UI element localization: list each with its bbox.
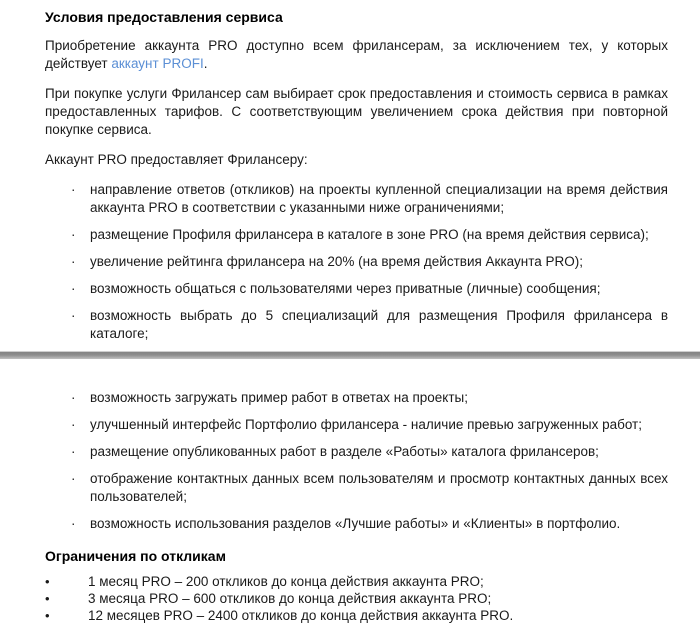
solid-bullet-icon: •: [45, 608, 50, 623]
solid-bullet-icon: •: [45, 574, 50, 589]
dot-bullet-icon: ·: [71, 471, 76, 486]
dot-bullet-icon: ·: [71, 182, 76, 197]
list-item: [45, 253, 668, 271]
solid-bullet-icon: •: [45, 591, 50, 606]
benefits-list-continued: [45, 389, 668, 533]
benefits-list: [45, 181, 668, 343]
list-item-text: направление ответов (откликов) на проекты купленной специализации на время действия аккаунта PRO в соответствии с указанными ниже ограничениями;: [90, 182, 668, 215]
list-item-text: 1 месяц PRO – 200 откликов до конца действия аккаунта PRO;: [88, 574, 484, 589]
dot-bullet-icon: ·: [71, 281, 76, 296]
list-item: [45, 416, 668, 434]
dot-bullet-icon: ·: [71, 227, 76, 242]
list-item-text: отображение контактных данных всем пользователям и просмотр контактных данных всех пользователей;: [90, 471, 668, 504]
list-item-text: 12 месяцев PRO – 2400 откликов до конца действия аккаунта PRO.: [88, 608, 514, 623]
page-section-2: [0, 359, 700, 624]
list-item-text: улучшенный интерфейс Портфолио фрилансера - наличие превью загруженных работ;: [90, 417, 642, 432]
akkaunt-profi-link[interactable]: аккаунт PROFI: [111, 56, 204, 71]
list-item: [45, 515, 668, 533]
list-item-text: возможность загружать пример работ в ответах на проекты;: [90, 390, 468, 405]
paragraph-text: Приобретение аккаунта PRO доступно всем фрилансерам, за исключением тех, у которых действует: [45, 38, 668, 71]
list-item-text: увеличение рейтинга фрилансера на 20% (на время действия Аккаунта PRO);: [90, 254, 584, 269]
list-item: [45, 443, 668, 461]
dot-bullet-icon: ·: [71, 390, 76, 405]
list-item: [45, 307, 668, 343]
list-item: [45, 181, 668, 217]
limits-heading: Ограничения по откликам: [45, 548, 226, 564]
benefits-list-intro: Аккаунт PRO предоставляет Фрилансеру:: [45, 152, 308, 167]
list-item: [45, 226, 668, 244]
page-break-divider: [0, 351, 700, 359]
list-item: [45, 389, 668, 407]
list-item: [45, 590, 668, 607]
dot-bullet-icon: ·: [71, 417, 76, 432]
dot-bullet-icon: ·: [71, 444, 76, 459]
list-item: [45, 573, 668, 590]
list-item-text: возможность общаться с пользователями через приватные (личные) сообщения;: [90, 281, 601, 296]
list-item: [45, 280, 668, 298]
terms-heading: Условия предоставления сервиса: [45, 9, 283, 25]
list-item: [45, 607, 668, 624]
list-item: [45, 470, 668, 506]
list-item-text: размещение опубликованных работ в разделе «Работы» каталога фрилансеров;: [90, 444, 599, 459]
list-item-text: возможность использования разделов «Лучшие работы» и «Клиенты» в портфолио.: [90, 516, 621, 531]
paragraph-text: .: [203, 56, 208, 71]
list-item-text: 3 месяца PRO – 600 откликов до конца действия аккаунта PRO;: [88, 591, 492, 606]
dot-bullet-icon: ·: [71, 308, 76, 323]
list-item-text: размещение Профиля фрилансера в каталоге в зоне PRO (на время действия сервиса);: [90, 227, 649, 242]
list-item-text: возможность выбрать до 5 специализаций для размещения Профиля фрилансера в каталоге;: [90, 308, 668, 341]
paragraph-purchase-terms: При покупке услуги Фрилансер сам выбирает срок предоставления и стоимость сервиса в рамках предоставленных тарифов. С соответствующим увеличением срока действия при повторной покупке сервиса.: [45, 86, 668, 137]
paragraph-pro-acquisition: [45, 37, 668, 73]
dot-bullet-icon: ·: [71, 516, 76, 531]
limits-list: [45, 573, 668, 624]
dot-bullet-icon: ·: [71, 254, 76, 269]
